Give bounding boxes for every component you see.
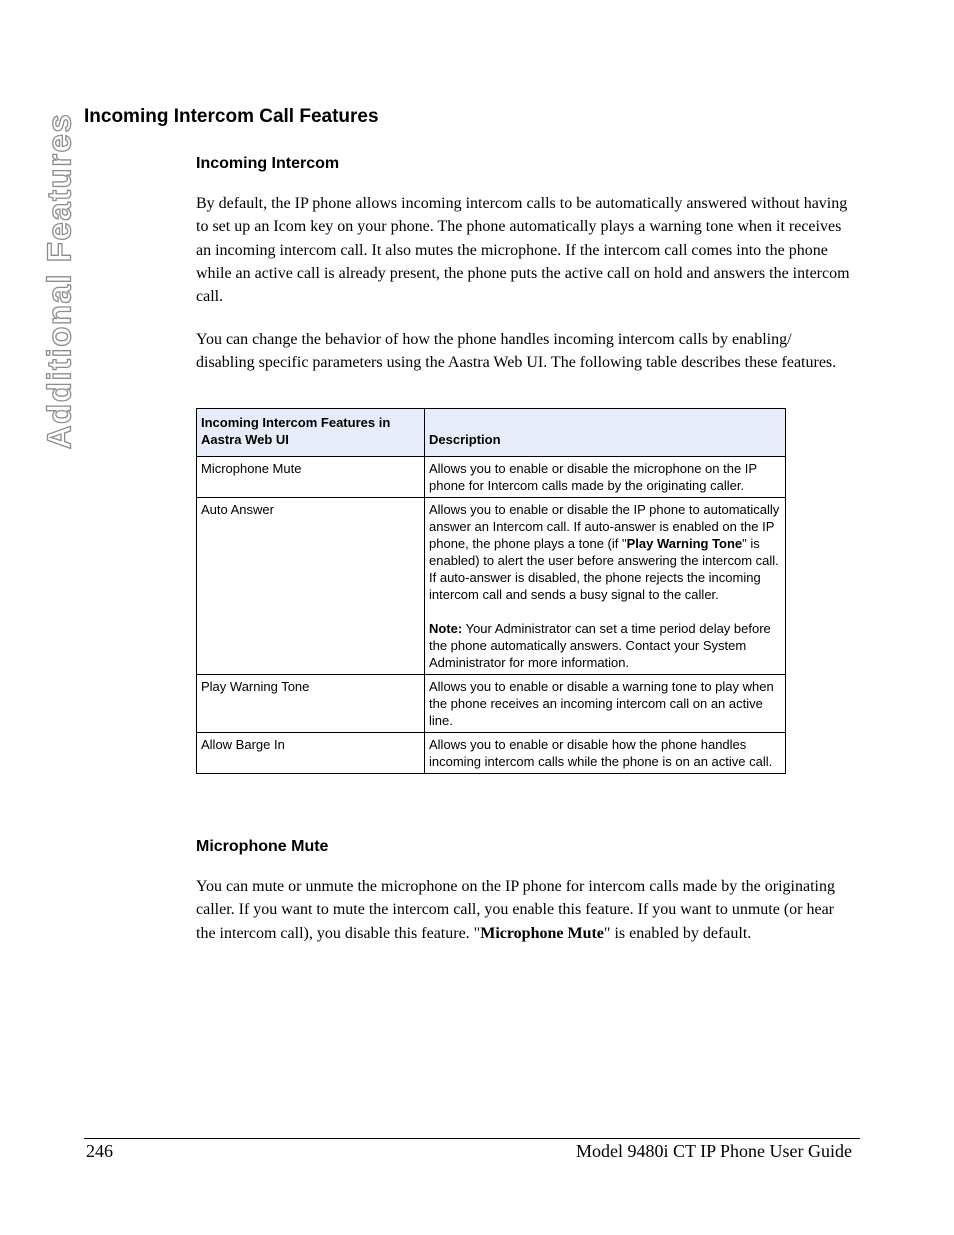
side-tab-label xyxy=(42,108,76,453)
table-header-description: Description xyxy=(425,409,786,457)
microphone-mute-heading: Microphone Mute xyxy=(196,838,329,855)
table-header-row xyxy=(197,409,786,457)
paragraph-text: " is enabled by default. xyxy=(603,924,752,942)
desc-text: Allows you to enable or disable the IP phone to automatically answer an Intercom call. If auto-answer is enabled on the IP phone, the phone plays a tone (if " xyxy=(429,502,780,551)
section-title: Incoming Intercom Call Features xyxy=(84,106,379,127)
table-cell-feature: Microphone Mute xyxy=(197,457,425,498)
table-cell-description: Allows you to enable or disable how the phone handles incoming intercom calls while the phone is on an active call. xyxy=(425,733,786,774)
side-tab-text: Additional Features xyxy=(40,112,78,449)
table-cell-feature: Allow Barge In xyxy=(197,733,425,774)
desc-bold-term: Play Warning Tone xyxy=(626,536,743,551)
table-row xyxy=(197,733,786,774)
incoming-intercom-paragraph-1: By default, the IP phone allows incoming intercom calls to be automatically answered without having to set up an Icom key on your phone. The phone automatically plays a warning tone when it receives an incoming intercom call. It also mutes the microphone. If the intercom call comes into the phone while an active call is already present, the phone puts the active call on hold and answers the intercom call. xyxy=(196,195,850,306)
incoming-intercom-paragraph-2: You can change the behavior of how the phone handles incoming intercom calls by enabling/ disabling specific parameters using the Aastra Web UI. The following table describes these features. xyxy=(196,331,837,372)
guide-title: Model 9480i CT IP Phone User Guide xyxy=(576,1141,852,1161)
features-table xyxy=(196,408,786,774)
table-row xyxy=(197,498,786,675)
incoming-intercom-heading: Incoming Intercom xyxy=(196,155,340,172)
footer-divider xyxy=(84,1138,860,1139)
table-cell-feature: Play Warning Tone xyxy=(197,675,425,733)
table-cell-feature: Auto Answer xyxy=(197,498,425,675)
bold-term: Microphone Mute xyxy=(480,924,604,942)
microphone-mute-paragraph xyxy=(196,875,852,945)
table-row xyxy=(197,457,786,498)
paragraph-text: You can mute or unmute the microphone on the IP phone for intercom calls made by the originating caller. If you want to mute the intercom call, you enable this feature. If you want to unmute (or hear the intercom call), you disable this feature. " xyxy=(196,878,835,942)
table-cell-description: Allows you to enable or disable the microphone on the IP phone for Intercom calls made by the originating caller. xyxy=(425,457,786,498)
note-text: Your Administrator can set a time period delay before the phone automatically answers. Contact your System Administrator for more information. xyxy=(429,621,771,670)
table-header-feature: Incoming Intercom Features in Aastra Web UI xyxy=(197,409,425,457)
note-label: Note: xyxy=(429,621,463,636)
table-cell-description: Allows you to enable or disable a warning tone to play when the phone receives an incoming intercom call on an active line. xyxy=(425,675,786,733)
table-cell-description xyxy=(425,498,786,675)
page-number: 246 xyxy=(86,1141,113,1161)
table-row xyxy=(197,675,786,733)
desc-text: " is enabled) to alert the user before answering the intercom call. If auto-answer is disabled, the phone rejects the incoming intercom call and sends a busy signal to the caller. xyxy=(429,536,779,602)
